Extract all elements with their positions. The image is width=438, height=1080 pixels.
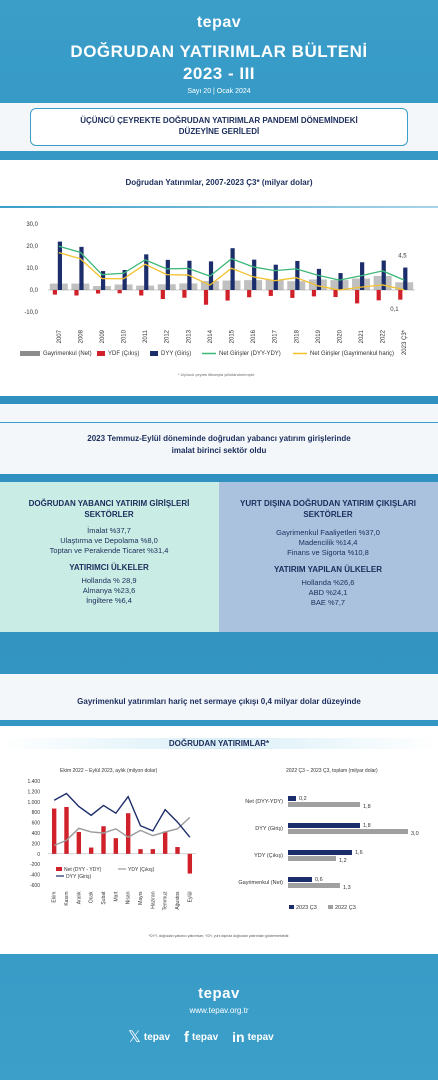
chart1-xtick: 2021 (359, 330, 366, 344)
chart1-bar-dyy (403, 268, 407, 290)
issue-info: Sayı 20 | Ocak 2024 (187, 88, 251, 95)
chart2-legend-label: Net (DYY - YDY) (64, 867, 102, 873)
x-handle: tepav (143, 1031, 171, 1043)
chart3-label-2023: 0,2 (299, 796, 307, 802)
chart1-bar-dyy (58, 242, 62, 290)
footer-url[interactable]: www.tepav.org.tr (189, 1006, 249, 1015)
chart3-label-2022: 1,8 (363, 804, 371, 810)
chart1-bar-ydf (161, 290, 165, 299)
chart2-xtick: Haziran (150, 891, 157, 909)
capital-headline: Gayrimenkul yatırımları hariç net sermaye çıkışı 0,4 milyar dolar düzeyinde (77, 697, 361, 706)
chart1-bar-dyy (338, 273, 342, 290)
chart1-bar-ydf (53, 290, 57, 295)
chart1-bar-dyy (252, 260, 256, 290)
chart2-ytick: 200 (31, 841, 40, 848)
chart2-xtick: Mart (113, 891, 120, 902)
chart1-xtick: 2012 (164, 330, 171, 344)
chart3-category: Net (DYY-YDY) (245, 799, 283, 805)
chart1-legend-label: Gayrimenkul (Net) (43, 351, 92, 357)
chart1-bar-ydf (139, 290, 143, 296)
chart1-legend-swatch (20, 351, 40, 356)
page-title: DOĞRUDAN YATIRIMLAR BÜLTENİ (70, 42, 368, 61)
chart3-label-2022: 1,3 (343, 885, 351, 891)
header-logo: tepav (196, 14, 242, 31)
investor-country-1: Hollanda % 28,9 (81, 576, 137, 585)
sector-headline: 2023 Temmuz-Eylül döneminde doğrudan yabancı yatırım girişlerinde imalat birinci sektör oldu (0, 422, 438, 470)
inflow-sectors-title: DOĞRUDAN YABANCI YATIRIM GİRİŞLERİ SEKTÖRLER (28, 499, 190, 519)
chart1-xtick: 2023 Ç3* (402, 330, 409, 356)
chart1-legend-label: DYY (Giriş) (161, 351, 192, 357)
chart1-bar-ydf (204, 290, 208, 305)
chart2-xtick: Eylül (187, 891, 194, 903)
outflow-panel (222, 498, 434, 608)
chart2-bar-net (188, 854, 192, 874)
chart1-xtick: 2008 (78, 330, 85, 344)
chart3-label-2023: 1,6 (355, 850, 363, 856)
chart3-label-2023: 1,8 (363, 823, 371, 829)
facebook-handle: tepav (192, 1031, 219, 1043)
quarterly-chart-title: 2022 Ç3 – 2023 Ç3, toplam (milyar dolar) (286, 768, 378, 774)
chart1-xtick: 2014 (207, 330, 214, 344)
chart1-xtick: 2009 (99, 330, 106, 344)
chart2-bar-net (101, 826, 105, 854)
chart1-ytick: 30,0 (26, 222, 38, 228)
chart3-bar-2022 (288, 883, 340, 888)
chart2-ytick: -600 (29, 883, 40, 889)
chart2-xtick: Ekim (51, 891, 58, 903)
facebook-icon: f (184, 1028, 190, 1046)
chart1-ytick: 10,0 (26, 266, 38, 272)
x-icon: 𝕏 (128, 1029, 141, 1046)
chart2-bar-net (175, 847, 179, 854)
chart3-legend-label: 2023 Ç3 (296, 905, 317, 911)
inflow-sector-2: Ulaştırma ve Depolama %8,0 (60, 536, 158, 545)
chart2-ytick: 1.200 (27, 789, 40, 796)
chart1-xtick: 2020 (337, 330, 344, 344)
chart1-bar-ydf (269, 290, 273, 296)
chart1-bar-ydf (226, 290, 230, 301)
outflow-sector-1: Gayrimenkul Faaliyetleri %37,0 (276, 528, 380, 537)
chart2-bar-net (114, 838, 118, 854)
chart1-legend-label: Net Girişler (DYY-YDY) (219, 351, 281, 357)
chart1-ytick: 0,0 (29, 288, 38, 294)
page-subtitle: 2023 - III (182, 64, 256, 83)
chart3-legend-label: 2022 Ç3 (335, 905, 356, 911)
target-country-2: ABD %24,1 (308, 588, 348, 597)
chart2-bar-net (64, 807, 68, 854)
chart3-category: Gayrimenkul (Net) (238, 880, 283, 886)
chart1-bar-ydf (290, 290, 294, 298)
chart3-bar-2023 (288, 877, 312, 882)
chart2-legend-swatch (56, 867, 62, 871)
investor-country-2: Almanya %23,6 (82, 586, 136, 595)
section4-title: DOĞRUDAN YATIRIMLAR* (168, 739, 270, 748)
chart1-xtick: 2017 (272, 330, 279, 344)
chart3-label-2022: 1,2 (339, 858, 347, 864)
chart1-bar-ydf (74, 290, 78, 296)
chart1-bar-dyy (274, 265, 278, 290)
chart2-xtick: Kasım (64, 891, 70, 906)
chart2-ytick: 400 (31, 831, 40, 837)
chart1-legend-swatch (97, 351, 105, 356)
chart2-xtick: Mayıs (138, 891, 144, 905)
chart2-line-ydy (54, 817, 190, 845)
chart3-label-2022: 3,0 (411, 831, 419, 837)
chart2-xtick: Nisan (125, 891, 132, 905)
chart3-bar-2023 (288, 823, 360, 828)
chart1-xtick: 2022 (380, 330, 387, 344)
chart2-xtick: Ağustos (175, 891, 181, 910)
chart1-legend-swatch (150, 351, 158, 356)
chart2-bar-net (138, 849, 142, 854)
chart2-bar-net (126, 813, 130, 854)
chart2-xtick: Şubat (101, 891, 107, 905)
chart1-bar-ydf (96, 290, 100, 294)
chart2-ytick: -400 (29, 872, 40, 879)
chart3-category: DYY (Giriş) (255, 826, 283, 832)
chart2-bar-net (52, 809, 56, 854)
investor-country-3: İngiltere %6,4 (86, 596, 132, 605)
chart1-label-net: 0,1 (390, 307, 399, 313)
chart1-ytick: 20,0 (26, 244, 38, 250)
outflow-sector-2: Madencilik %14,4 (298, 538, 358, 547)
chart1-bar-ydf (333, 290, 337, 297)
chart3-category: YDY (Çıkış) (254, 853, 283, 859)
chart3-legend-swatch (328, 905, 333, 909)
headline-banner: ÜÇÜNCÜ ÇEYREKTE DOĞRUDAN YATIRIMLAR PANDEMİ DÖNEMİNDEKİ DÜZEYİNE GERİLEDİ (30, 108, 408, 146)
chart3-bar-2022 (288, 802, 360, 807)
chart1-bar-ydf (247, 290, 251, 297)
chart2-bar-net (89, 848, 93, 854)
facebook-link[interactable] (184, 1029, 218, 1046)
chart1-xtick: 2010 (121, 330, 128, 344)
chart1-bar-ydf (182, 290, 186, 298)
chart3-bar-2023 (288, 850, 352, 855)
chart1-xtick: 2016 (251, 330, 258, 344)
target-country-1: Hollanda %26,6 (301, 578, 355, 587)
chart2-legend-label: DYY (Giriş) (66, 874, 92, 880)
target-country-3: BAE %7,7 (310, 598, 346, 607)
chart2-ytick: 1.400 (27, 779, 40, 785)
inflow-sector-3: Toptan ve Perakende Ticaret %31,4 (49, 546, 169, 555)
linkedin-handle: tepav (247, 1031, 274, 1043)
outflow-sectors-title: YURT DIŞINA DOĞRUDAN YATIRIM ÇIKIŞLARI SEKTÖRLER (239, 499, 416, 519)
chart1-bar-ydf (118, 290, 122, 293)
chart2-ytick: 800 (31, 810, 40, 817)
chart1-xtick: 2018 (294, 330, 301, 344)
chart2-bar-net (77, 832, 81, 854)
linkedin-link[interactable] (232, 1029, 274, 1045)
chart1-legend-label: YDF (Çıkış) (108, 351, 140, 357)
linkedin-icon: in (232, 1029, 245, 1045)
chart1-xtick: 2007 (56, 330, 63, 344)
chart1-xtick: 2013 (186, 330, 193, 344)
chart1-svg (0, 210, 438, 390)
chart1-bar-dyy (295, 261, 299, 290)
outflow-sector-3: Finans ve Sigorta %10,8 (287, 548, 369, 557)
chart2-xtick: Aralık (76, 891, 83, 905)
chart1-bar-ydf (398, 290, 402, 300)
chart1-bar-ydf (377, 290, 381, 300)
x-link[interactable] (128, 1027, 170, 1047)
chart2-legend-label: YDY (Çıkış) (128, 867, 155, 873)
chart1-footnote: * Üçüncü çeyrek itibarıyla yıllıklandırılmıştır. (178, 372, 256, 377)
target-countries-title: YATIRIM YAPILAN ÜLKELER (273, 565, 382, 574)
chart3-bar-2022 (288, 829, 408, 834)
chart1-xtick: 2011 (143, 330, 150, 343)
section4-svg (0, 775, 438, 935)
chart1-label-dyy: 4,5 (398, 253, 407, 260)
chart2-ytick: 0 (37, 851, 40, 858)
inflow-sector-1: İmalat %37,7 (87, 526, 131, 535)
chart2-xtick: Temmuz (162, 891, 169, 911)
chart2-ytick: 1.000 (27, 799, 40, 806)
chart2-ytick: 600 (31, 820, 40, 827)
chart3-bar-2023 (288, 796, 296, 801)
chart2-ytick: -200 (29, 862, 40, 869)
social-links (128, 1028, 274, 1046)
chart3-bar-2022 (288, 856, 336, 861)
inflow-panel (6, 498, 212, 606)
chart1-rule (0, 206, 438, 208)
chart1-legend-label: Net Girişler (Gayrimenkul hariç) (310, 351, 395, 357)
chart1-xtick: 2019 (315, 330, 322, 344)
section4-footnote: *DYY, doğrudan yabancı yatırımları; YDY, yurt dışında doğrudan yatırımları göstermektedir. (148, 934, 290, 938)
chart1-bar-ydf (312, 290, 316, 296)
chart2-bar-net (163, 831, 167, 853)
chart1-ytick: -10,0 (24, 310, 38, 316)
chart3-label-2023: 0,6 (315, 877, 323, 883)
chart2-xtick: Ocak (88, 891, 95, 904)
chart3-legend-swatch (289, 905, 294, 909)
chart1-title: Doğrudan Yatırımlar, 2007-2023 Ç3* (milyar dolar) (125, 178, 313, 187)
investor-countries-title: YATIRIMCI ÜLKELER (69, 563, 149, 572)
chart1-bar-ydf (355, 290, 359, 303)
chart1-xtick: 2015 (229, 330, 236, 344)
chart2-bar-net (151, 849, 155, 854)
footer-logo: tepav (198, 985, 240, 1002)
monthly-chart-title: Ekim 2022 – Eylül 2023, aylık (milyon dolar) (60, 768, 158, 774)
